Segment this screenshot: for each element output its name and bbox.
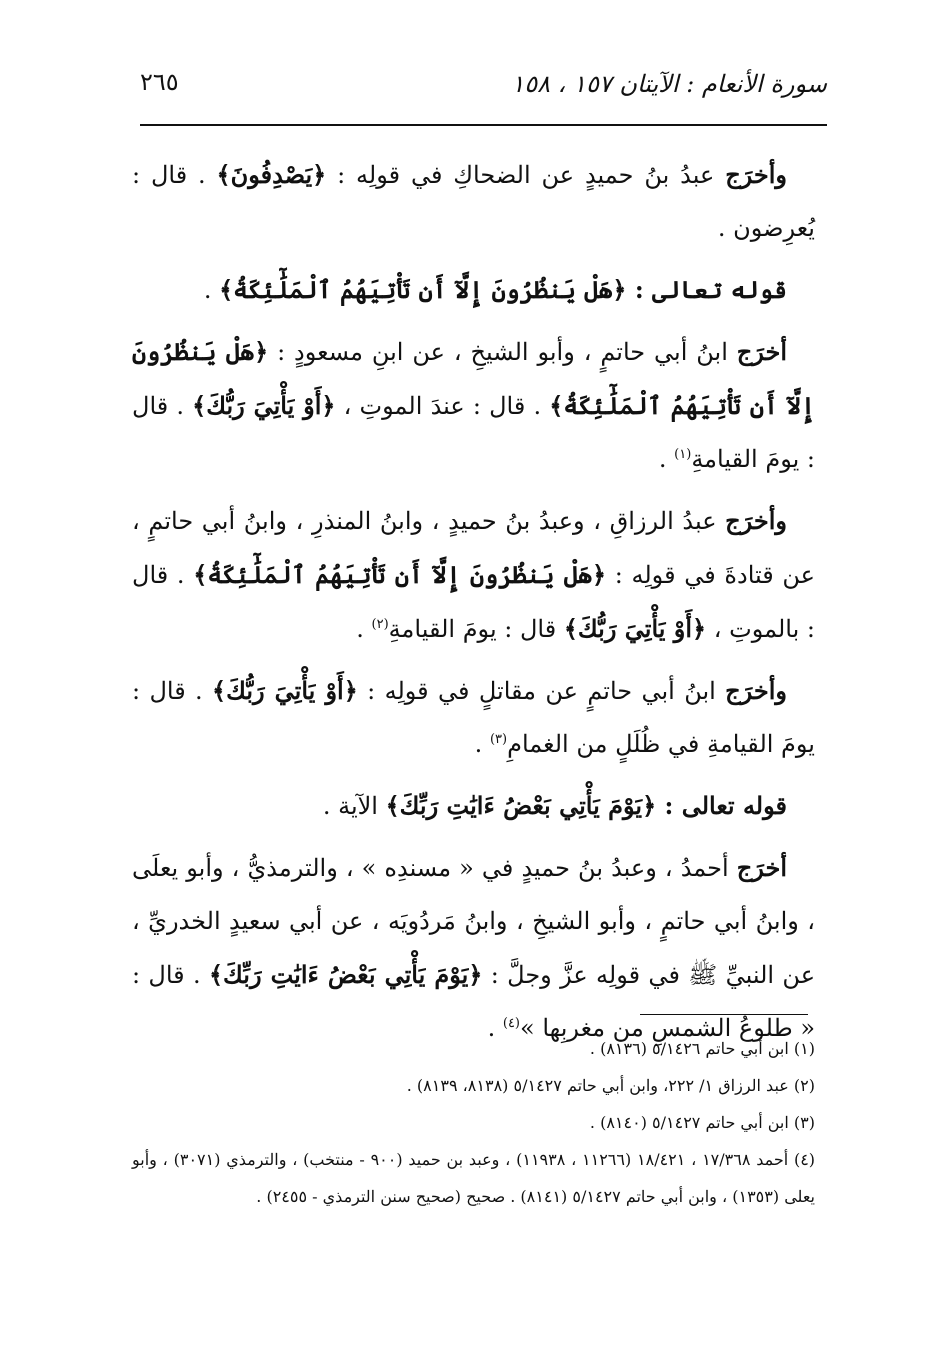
running-title: سورة الأنعام : الآيتان ١٥٧ ، ١٥٨: [511, 70, 827, 98]
paragraph-3: [132, 494, 815, 656]
quran-quote: ﴿هَلْ يَنظُرُونَ إِلَّآ أَن تَأْتِيَهُمُ ٱلْمَلَٰٓئِكَةُ﴾: [132, 337, 816, 420]
main-text: [132, 148, 815, 1063]
paragraph-tail: . قال : يومَ القيامةِ في ظُلَلٍ من الغمامِ: [132, 677, 815, 758]
footnote-ref[interactable]: (٣): [489, 732, 508, 747]
paragraph-lead: وأخرَج: [725, 676, 787, 705]
paragraph-2: [132, 325, 815, 486]
paragraph-lead: وأخرَج: [725, 160, 788, 189]
paragraph-end: .: [356, 615, 372, 643]
paragraph-text: عبدُ بنُ حميدٍ عن الضحاكِ في قولِه :: [326, 161, 726, 189]
paragraph-tail: . قال : « طلوعُ الشمسِ من مغربِها »: [132, 961, 815, 1042]
heading-lead: قوله تعالى :: [626, 275, 787, 304]
quran-quote: ﴿يَوْمَ يَأْتِي بَعْضُ ءَايَٰتِ رَبِّكَ﴾: [385, 791, 657, 820]
quran-quote: ﴿هَلْ يَنظُرُونَ إِلَّآ أَن تَأْتِيَهُمُ ٱلْمَلَٰٓئِكَةُ﴾: [219, 275, 627, 304]
footnotes: [132, 1030, 815, 1215]
quran-quote: ﴿أَوْ يَأْتِيَ رَبُّكَ﴾: [212, 676, 358, 705]
paragraph-lead: أخرَج: [736, 337, 788, 366]
footnote-ref[interactable]: (٢): [371, 617, 389, 632]
paragraph-text: ابنُ أبي حاتمٍ ، وأبو الشيخِ ، عن ابنِ مسعودٍ :: [268, 338, 737, 366]
paragraph-text: ابنُ أبي حاتمٍ عن مقاتلٍ في قولِه :: [357, 677, 726, 705]
quran-quote-2: ﴿أَوْ يَأْتِيَ رَبُّكَ﴾: [563, 614, 707, 643]
footnote-rule: [640, 1014, 808, 1015]
footnote-2: (٢) عبد الرزاق ١/ ٢٢٢، وابن أبي حاتم ٥/١٤٢٧ (٨١٣٨، ٨١٣٩) .: [406, 1076, 815, 1095]
quran-quote: ﴿يَوْمَ يَأْتِي بَعْضُ ءَايَٰتِ رَبِّكَ﴾: [208, 960, 483, 989]
paragraph-text: أحمدُ ، وعبدُ بنُ حميدٍ في « مسندِه » ، والترمذيُّ ، وأبو يعلَى ، وابنُ أبي حاتمٍ ، وأبو الشيخِ ، وابنُ مَردُويَه ، عن أبي سعيدٍ الخدريِّ ، عن النبيِّ ﷺ في قولِه عزَّ وجلَّ :: [132, 854, 816, 989]
paragraph-text-2: . قال : بالموتِ ،: [132, 561, 815, 643]
header-rule: [140, 124, 827, 126]
footnote-3: (٣) ابن أبي حاتم ٥/١٤٢٧ (٨١٤٠) .: [589, 1113, 815, 1132]
page-header: [140, 68, 827, 116]
footnote-ref[interactable]: (١): [674, 447, 692, 462]
paragraph-tail: . قال : يومَ القيامةِ: [132, 392, 815, 473]
footnote-4: (٤) أحمد ١٧/٣٦٨ ، ١٨/٤٢١ (١١٢٦٦ ، ١١٩٣٨) ، وعبد بن حميد (٩٠٠ - منتخب) ، والترمذي (٣٠٧١) ، وأبو يعلى (١٣٥٣) ، وابن أبي حاتم ٥/١٤٢٧ (٨١٤١) . صحيح (صحيح سنن الترمذي - ٢٤٥٥) .: [132, 1150, 816, 1206]
heading-tail: .: [203, 276, 220, 304]
footnote-ref[interactable]: (٤): [502, 1016, 520, 1031]
verse-heading-1: [132, 263, 815, 317]
paragraph-end: .: [658, 445, 675, 473]
paragraph-text: عبدُ الرزاقِ ، وعبدُ بنُ حميدٍ ، وابنُ المنذرِ ، وابنُ أبي حاتمٍ ، عن قتادةَ في قولِه :: [132, 507, 816, 589]
paragraph-lead: أخرَج: [736, 853, 787, 882]
footnote-1: (١) ابن أبي حاتم ٥/١٤٢٦ (٨١٣٦) .: [589, 1039, 815, 1058]
paragraph-4: [132, 664, 815, 771]
verse-heading-2: [132, 779, 815, 833]
paragraph-lead: وأخرَج: [725, 506, 787, 535]
paragraph-end: .: [487, 1014, 503, 1042]
paragraph-5: [132, 841, 815, 1055]
heading-lead: قوله تعالى :: [656, 791, 787, 820]
quran-quote: ﴿هَلْ يَنظُرُونَ إِلَّآ أَن تَأْتِيَهُمُ ٱلْمَلَٰٓئِكَةُ﴾: [193, 560, 607, 589]
heading-tail: الآية .: [322, 792, 386, 820]
page-number: ٢٦٥: [140, 68, 179, 96]
paragraph-text-2: . قال : عندَ الموتِ ،: [335, 392, 550, 420]
paragraph-end: .: [474, 730, 490, 758]
paragraph-1: [132, 148, 815, 255]
quran-quote: ﴿يَصْدِفُونَ﴾: [216, 160, 327, 189]
quran-quote-2: ﴿أَوْ يَأْتِيَ رَبُّكَ﴾: [192, 391, 336, 420]
paragraph-tail: قال : يومَ القيامةِ: [388, 615, 564, 643]
paragraph-tail: . قال : يُعرِضون .: [132, 161, 815, 242]
